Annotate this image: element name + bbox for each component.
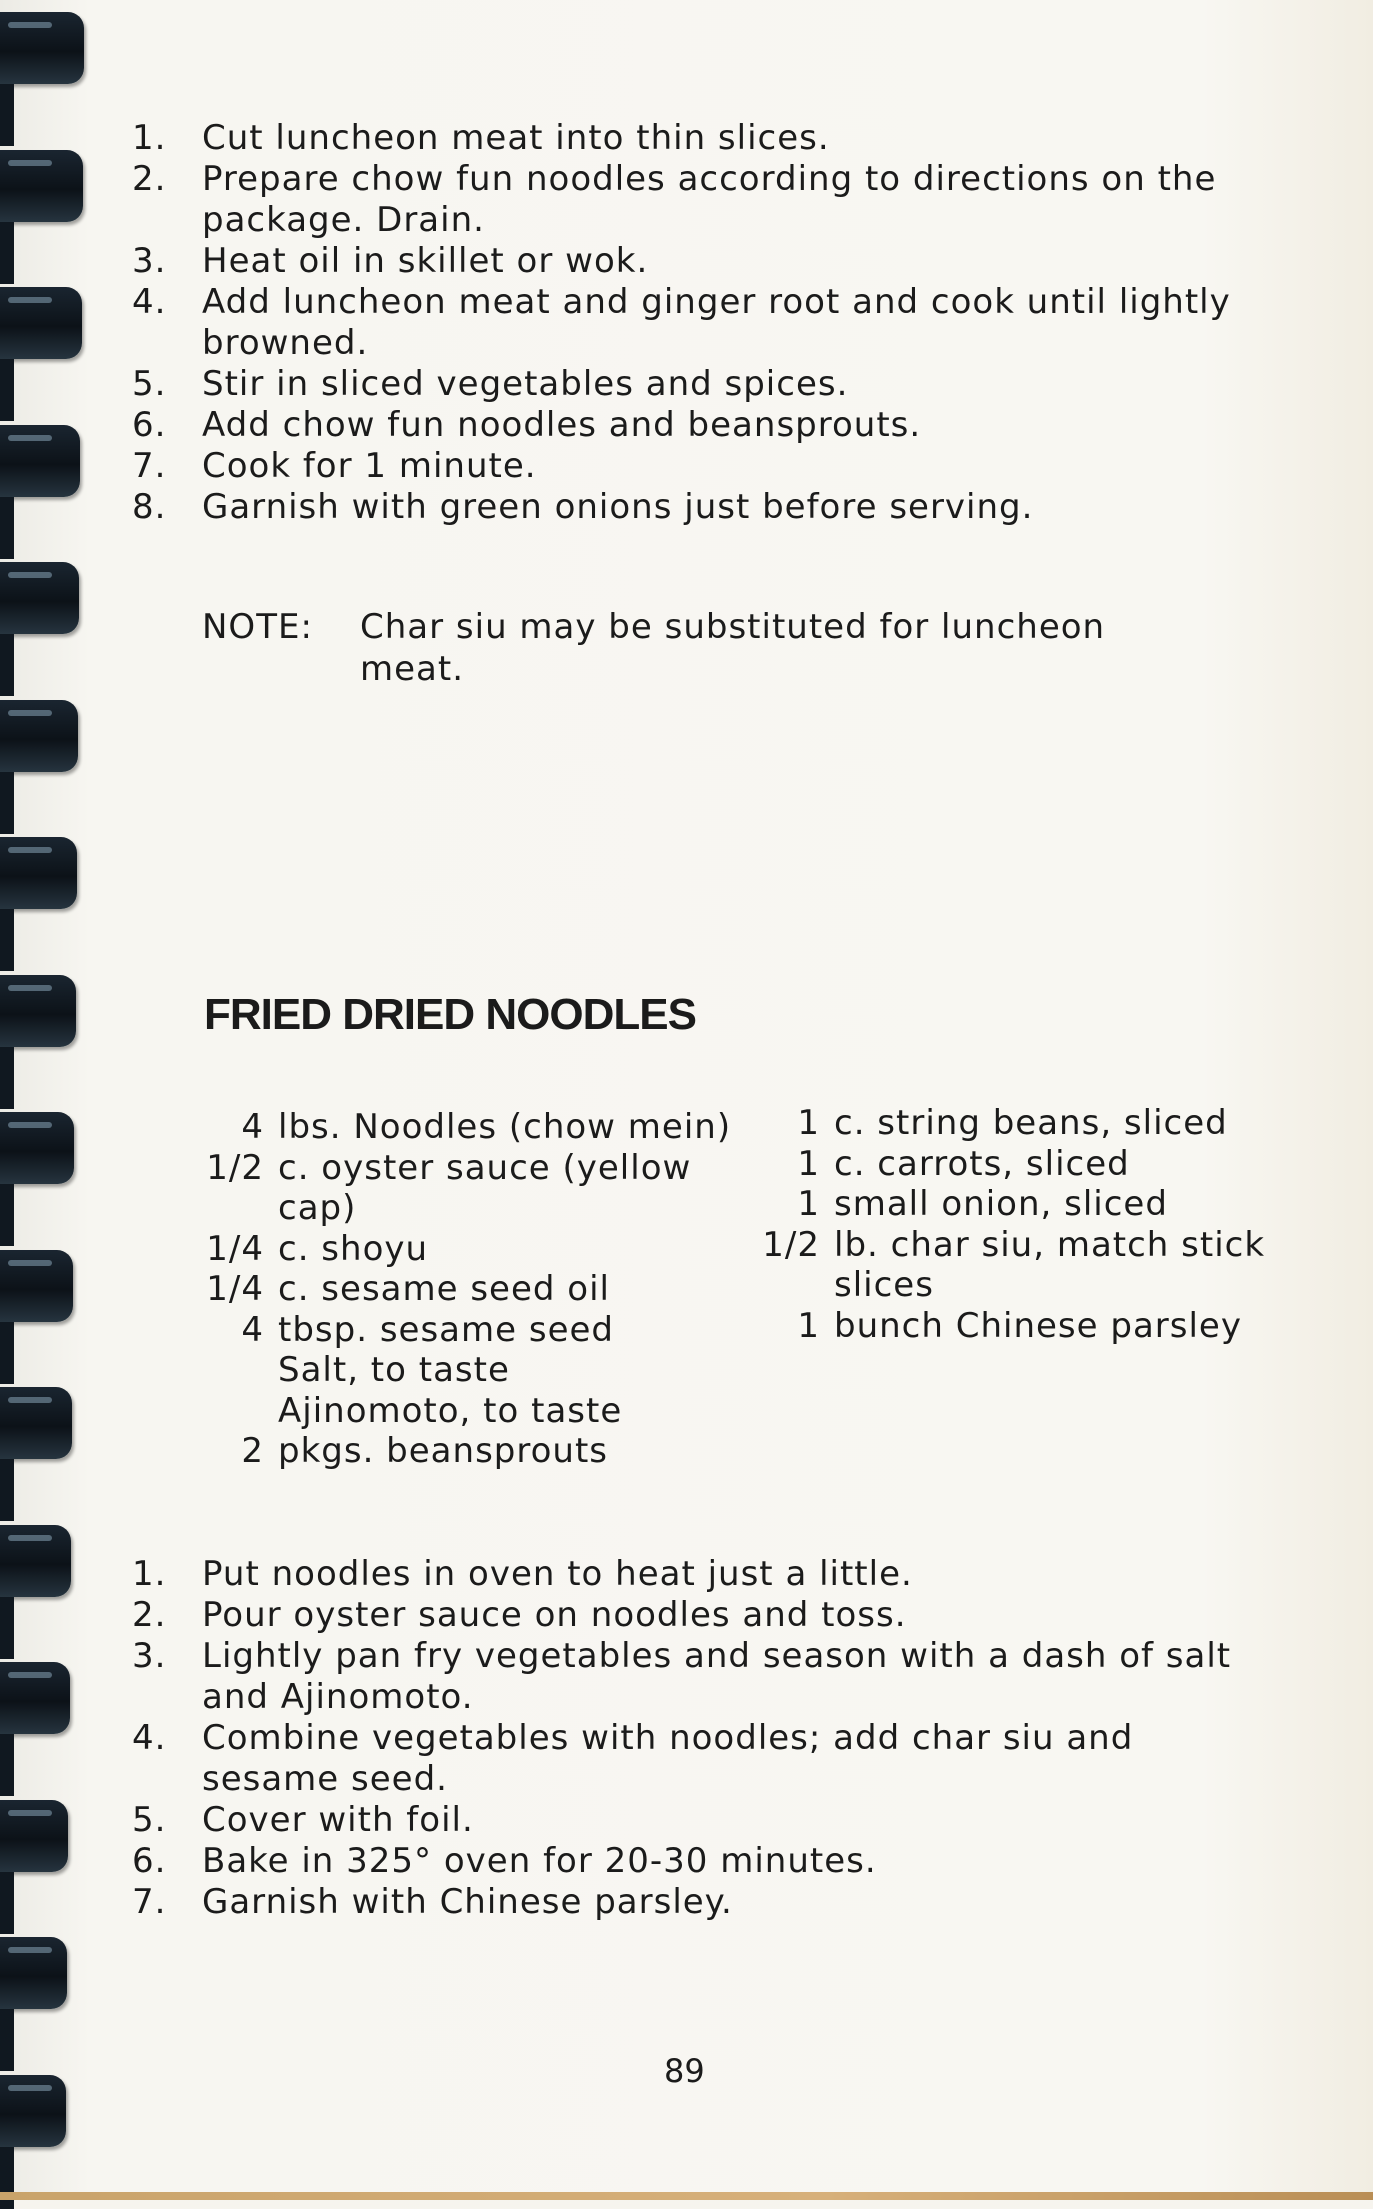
ingredient — [278, 1350, 758, 1391]
step-number: 4. — [132, 282, 167, 322]
ingredient-quantity: 1 — [797, 1305, 820, 1346]
ingredient — [241, 1431, 758, 1472]
ingredient-quantity: 2 — [241, 1431, 264, 1471]
step-text: Add luncheon meat and ginger root and cook until lightly browned. — [202, 282, 1231, 363]
binding-ring — [0, 287, 82, 359]
binding-ring — [0, 1250, 73, 1322]
step-number: 4. — [132, 1718, 167, 1758]
ingredient-text: c. string beans, sliced — [834, 1103, 1228, 1143]
ingredient-quantity: 4 — [241, 1107, 264, 1147]
ingredients-right — [762, 1103, 1294, 1346]
step — [132, 118, 1232, 159]
step-number: 1. — [132, 118, 167, 158]
step — [132, 1718, 1242, 1800]
ingredient-quantity: 4 — [241, 1309, 264, 1350]
binding-ring — [0, 12, 84, 84]
binding-ring — [0, 1937, 67, 2009]
ingredients-left — [206, 1107, 758, 1472]
step — [132, 1636, 1242, 1718]
recipe-title: FRIED DRIED NOODLES — [204, 990, 696, 1039]
page-bottom-edge — [0, 2192, 1373, 2200]
ingredient-text: Salt, to taste — [278, 1350, 510, 1390]
ingredient-quantity: 1 — [797, 1184, 820, 1224]
step-text: Combine vegetables with noodles; add char siu and sesame seed. — [202, 1718, 1134, 1799]
step-text: Garnish with Chinese parsley. — [202, 1882, 733, 1922]
step-text: Pour oyster sauce on noodles and toss. — [202, 1595, 907, 1635]
binding-ring — [0, 562, 79, 634]
ingredient-quantity: 1/4 — [206, 1269, 264, 1309]
step-number: 2. — [132, 159, 167, 199]
step-number: 3. — [132, 1636, 167, 1676]
ingredient-text: c. sesame seed oil — [278, 1269, 610, 1309]
step — [132, 405, 1232, 446]
binding-ring — [0, 1112, 74, 1184]
binding-ring — [0, 700, 78, 772]
step-text: Prepare chow fun noodles according to directions on the package. Drain. — [202, 159, 1217, 240]
step — [132, 364, 1232, 405]
step-text: Heat oil in skillet or wok. — [202, 241, 649, 281]
step-text: Bake in 325° oven for 20-30 minutes. — [202, 1841, 877, 1881]
step — [132, 1800, 1242, 1841]
ingredient-text: lbs. Noodles (chow mein) — [278, 1107, 732, 1147]
step-number: 5. — [132, 364, 167, 404]
binding-ring — [0, 1800, 68, 1872]
step-number: 1. — [132, 1554, 167, 1594]
recipe1-steps — [132, 118, 1232, 528]
ingredient-quantity: 1/4 — [206, 1228, 264, 1269]
step-text: Stir in sliced vegetables and spices. — [202, 364, 849, 404]
ingredient-text: c. shoyu — [278, 1228, 429, 1269]
binding-ring — [0, 1662, 70, 1734]
step — [132, 159, 1232, 241]
step — [132, 487, 1232, 528]
step-text: Put noodles in oven to heat just a little. — [202, 1554, 913, 1594]
ingredient-text: small onion, sliced — [834, 1184, 1168, 1224]
ingredient-text: c. carrots, sliced — [834, 1143, 1130, 1184]
ingredient-text: Ajinomoto, to taste — [278, 1390, 623, 1431]
ingredient — [797, 1184, 1294, 1225]
step — [132, 241, 1232, 282]
step-number: 3. — [132, 241, 167, 281]
page-number: 89 — [664, 2052, 705, 2090]
step-text: Cover with foil. — [202, 1800, 474, 1840]
step — [132, 1554, 1242, 1595]
ingredient — [278, 1391, 758, 1432]
step-number: 6. — [132, 1841, 167, 1881]
ingredient-text: tbsp. sesame seed — [278, 1309, 614, 1350]
step-text: Add chow fun noodles and beansprouts. — [202, 405, 922, 445]
ingredient-text: c. oyster sauce (yellow cap) — [278, 1147, 692, 1228]
step — [132, 1882, 1242, 1923]
ingredient — [797, 1305, 1294, 1347]
step-number: 5. — [132, 1800, 167, 1840]
ingredient-text: pkgs. beansprouts — [278, 1431, 608, 1471]
binding-ring — [0, 837, 77, 909]
ingredient-quantity: 1 — [797, 1103, 820, 1143]
ingredient-text: bunch Chinese parsley — [834, 1305, 1242, 1346]
note-label: NOTE: — [202, 607, 313, 647]
step-number: 7. — [132, 1882, 167, 1922]
spiral-binding — [0, 0, 90, 2200]
ingredient-quantity: 1/2 — [206, 1147, 264, 1188]
ingredient-quantity: 1 — [797, 1143, 820, 1184]
ingredient — [797, 1103, 1294, 1144]
step-number: 6. — [132, 405, 167, 445]
binding-ring — [0, 425, 80, 497]
binding-ring — [0, 2075, 66, 2147]
step-text: Cut luncheon meat into thin slices. — [202, 118, 830, 158]
step-text: Garnish with green onions just before serving. — [202, 487, 1034, 527]
binding-ring — [0, 150, 83, 222]
binding-ring — [0, 1525, 71, 1597]
binding-ring — [0, 975, 76, 1047]
step — [132, 1595, 1242, 1636]
recipe2-steps — [132, 1554, 1242, 1923]
ingredient — [206, 1269, 758, 1310]
ingredient — [762, 1224, 1294, 1306]
ingredient — [797, 1143, 1294, 1185]
step-text: Lightly pan fry vegetables and season with a dash of salt and Ajinomoto. — [202, 1636, 1232, 1717]
ingredient — [206, 1147, 758, 1229]
note-text: Char siu may be substituted for luncheon meat. — [360, 607, 1106, 689]
step — [132, 1841, 1242, 1882]
step-number: 2. — [132, 1595, 167, 1635]
binding-ring — [0, 1387, 72, 1459]
ingredient — [206, 1228, 758, 1270]
ingredient-text: lb. char siu, match stick slices — [834, 1224, 1266, 1305]
step — [132, 282, 1232, 364]
step-number: 8. — [132, 487, 167, 527]
ingredient-quantity: 1/2 — [762, 1224, 820, 1265]
step — [132, 446, 1232, 487]
ingredient — [241, 1309, 758, 1351]
step-text: Cook for 1 minute. — [202, 446, 537, 486]
step-number: 7. — [132, 446, 167, 486]
ingredient — [241, 1107, 758, 1148]
